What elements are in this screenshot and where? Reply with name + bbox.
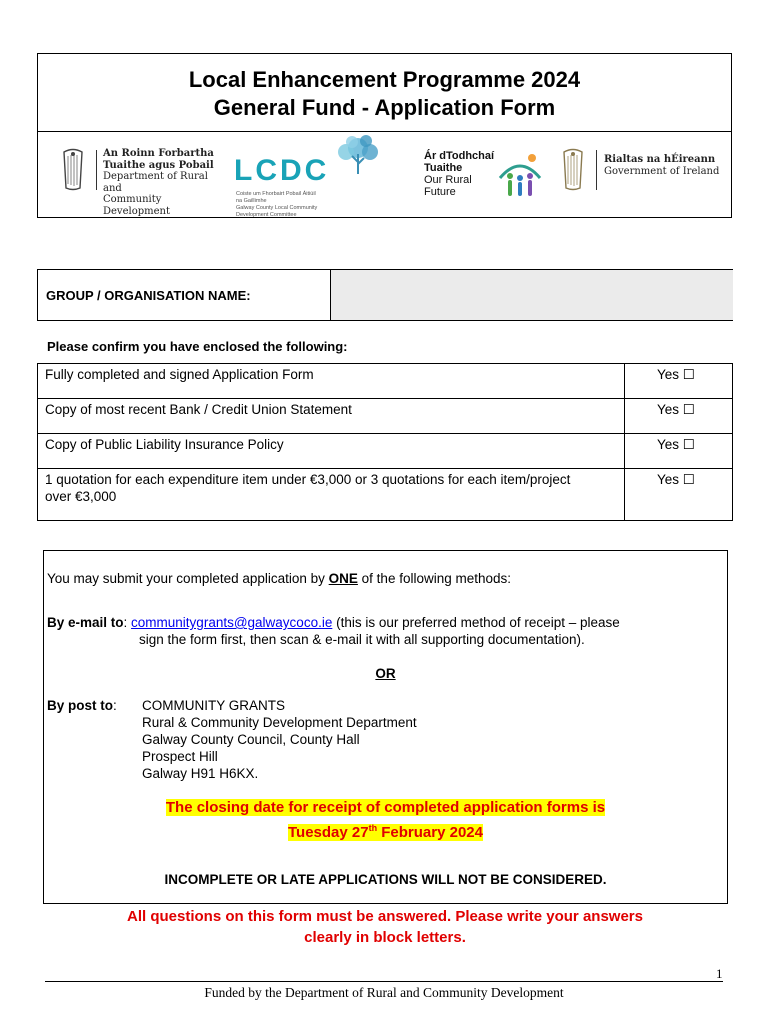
- group-name-table: [37, 269, 733, 321]
- page-number: 1: [716, 966, 723, 981]
- email-note-continued: sign the form first, then scan & e-mail it with all supporting documentation).: [139, 632, 585, 647]
- post-label: By post to: [47, 698, 113, 713]
- checklist-item: Copy of Public Liability Insurance Policy: [45, 437, 284, 452]
- checklist-row: [38, 469, 732, 520]
- answer-instructions: [40, 906, 730, 948]
- department-logo: [58, 148, 228, 217]
- email-link[interactable]: communitygrants@galwaycoco.ie: [131, 615, 333, 630]
- instructions-line-2: clearly in block letters.: [304, 929, 466, 946]
- or-separator: OR: [375, 666, 396, 681]
- footer-divider: [45, 981, 723, 982]
- instructions-line-1: All questions on this form must be answered. Please write your answers: [127, 908, 643, 925]
- yes-checkbox[interactable]: Yes ☐: [624, 364, 733, 398]
- gov-line-1: Rialtas na hÉireann: [604, 154, 716, 165]
- lcdc-logo: [234, 134, 384, 216]
- arf-line-3: Our Rural: [424, 174, 472, 186]
- address-line: Galway H91 H6KX.: [142, 766, 259, 781]
- harp-icon: [558, 148, 588, 192]
- checklist-row: [38, 364, 732, 399]
- confirm-heading: Please confirm you have enclosed the following:: [47, 339, 348, 354]
- address-line: Prospect Hill: [142, 749, 218, 764]
- lcdc-sub-3: Galway County Local Community: [236, 205, 318, 211]
- checklist-item: Fully completed and signed Application Form: [45, 367, 314, 382]
- address-line: COMMUNITY GRANTS: [142, 698, 286, 713]
- dept-line-1: An Roinn Forbartha: [103, 148, 214, 159]
- dept-line-4: Community Development: [103, 194, 170, 217]
- arf-line-4: Future: [424, 186, 456, 198]
- arf-line-1: Ár dTodhchaí: [424, 150, 495, 162]
- enclosure-checklist: [37, 363, 733, 521]
- yes-checkbox[interactable]: Yes ☐: [624, 399, 733, 433]
- government-logo: [558, 148, 728, 198]
- closing-date-month: February 2024: [377, 824, 483, 841]
- checklist-row: [38, 434, 732, 469]
- intro-text: You may submit your completed application by: [47, 571, 329, 586]
- gov-line-2: Government of Ireland: [604, 165, 720, 177]
- late-applications-warning: INCOMPLETE OR LATE APPLICATIONS WILL NOT BE CONSIDERED.: [164, 872, 607, 887]
- footer-text: Funded by the Department of Rural and Community Development: [204, 985, 564, 1000]
- email-colon: :: [123, 615, 132, 630]
- group-name-label: GROUP / ORGANISATION NAME:: [46, 288, 251, 303]
- closing-date-day: Tuesday 27: [287, 824, 369, 841]
- address-line: Rural & Community Development Department: [142, 715, 417, 730]
- submission-methods-box: [43, 550, 728, 904]
- title-line-1: Local Enhancement Programme 2024: [188, 67, 581, 92]
- post-method: [47, 697, 117, 714]
- closing-line-1: The closing date for receipt of completed application forms is: [165, 799, 606, 816]
- header-box: [37, 53, 732, 218]
- yes-checkbox[interactable]: Yes ☐: [624, 434, 733, 468]
- lcdc-sub-1: Coiste um Fhorbairt Pobail Áitiúil: [236, 191, 316, 197]
- intro-one: ONE: [328, 571, 358, 586]
- lcdc-sub-4: Development Committee: [236, 212, 297, 218]
- submission-intro: [47, 570, 511, 587]
- form-title: [38, 54, 731, 132]
- harp-icon: [58, 148, 88, 192]
- closing-date-suffix: th: [368, 823, 378, 833]
- lcdc-letters: LCDC: [234, 154, 330, 187]
- title-line-2: General Fund - Application Form: [213, 95, 556, 120]
- tree-icon: [330, 134, 386, 178]
- checklist-item: Copy of most recent Bank / Credit Union Statement: [45, 402, 352, 417]
- lcdc-sub-2: na Gaillimhe: [236, 198, 267, 204]
- address-line: Galway County Council, County Hall: [142, 732, 360, 747]
- email-label: By e-mail to: [47, 615, 124, 630]
- rural-people-icon: [496, 150, 544, 202]
- checklist-row: [38, 399, 732, 434]
- email-note: (this is our preferred method of receipt – please: [332, 615, 620, 630]
- our-rural-future-logo: [424, 150, 544, 206]
- closing-date-notice: [44, 798, 727, 843]
- post-colon: :: [113, 698, 117, 713]
- intro-text-end: of the following methods:: [357, 571, 512, 586]
- checklist-item: 1 quotation for each expenditure item under €3,000 or 3 quotations for each item/project over €3,000: [45, 472, 571, 504]
- email-method: [47, 614, 620, 631]
- dept-line-3: Department of Rural and: [103, 171, 208, 194]
- dept-line-2: Tuaithe agus Pobail: [103, 159, 214, 171]
- group-name-field[interactable]: [330, 270, 733, 320]
- arf-line-2: Tuaithe: [424, 162, 463, 174]
- yes-checkbox[interactable]: Yes ☐: [624, 469, 733, 520]
- postal-address: [142, 697, 417, 782]
